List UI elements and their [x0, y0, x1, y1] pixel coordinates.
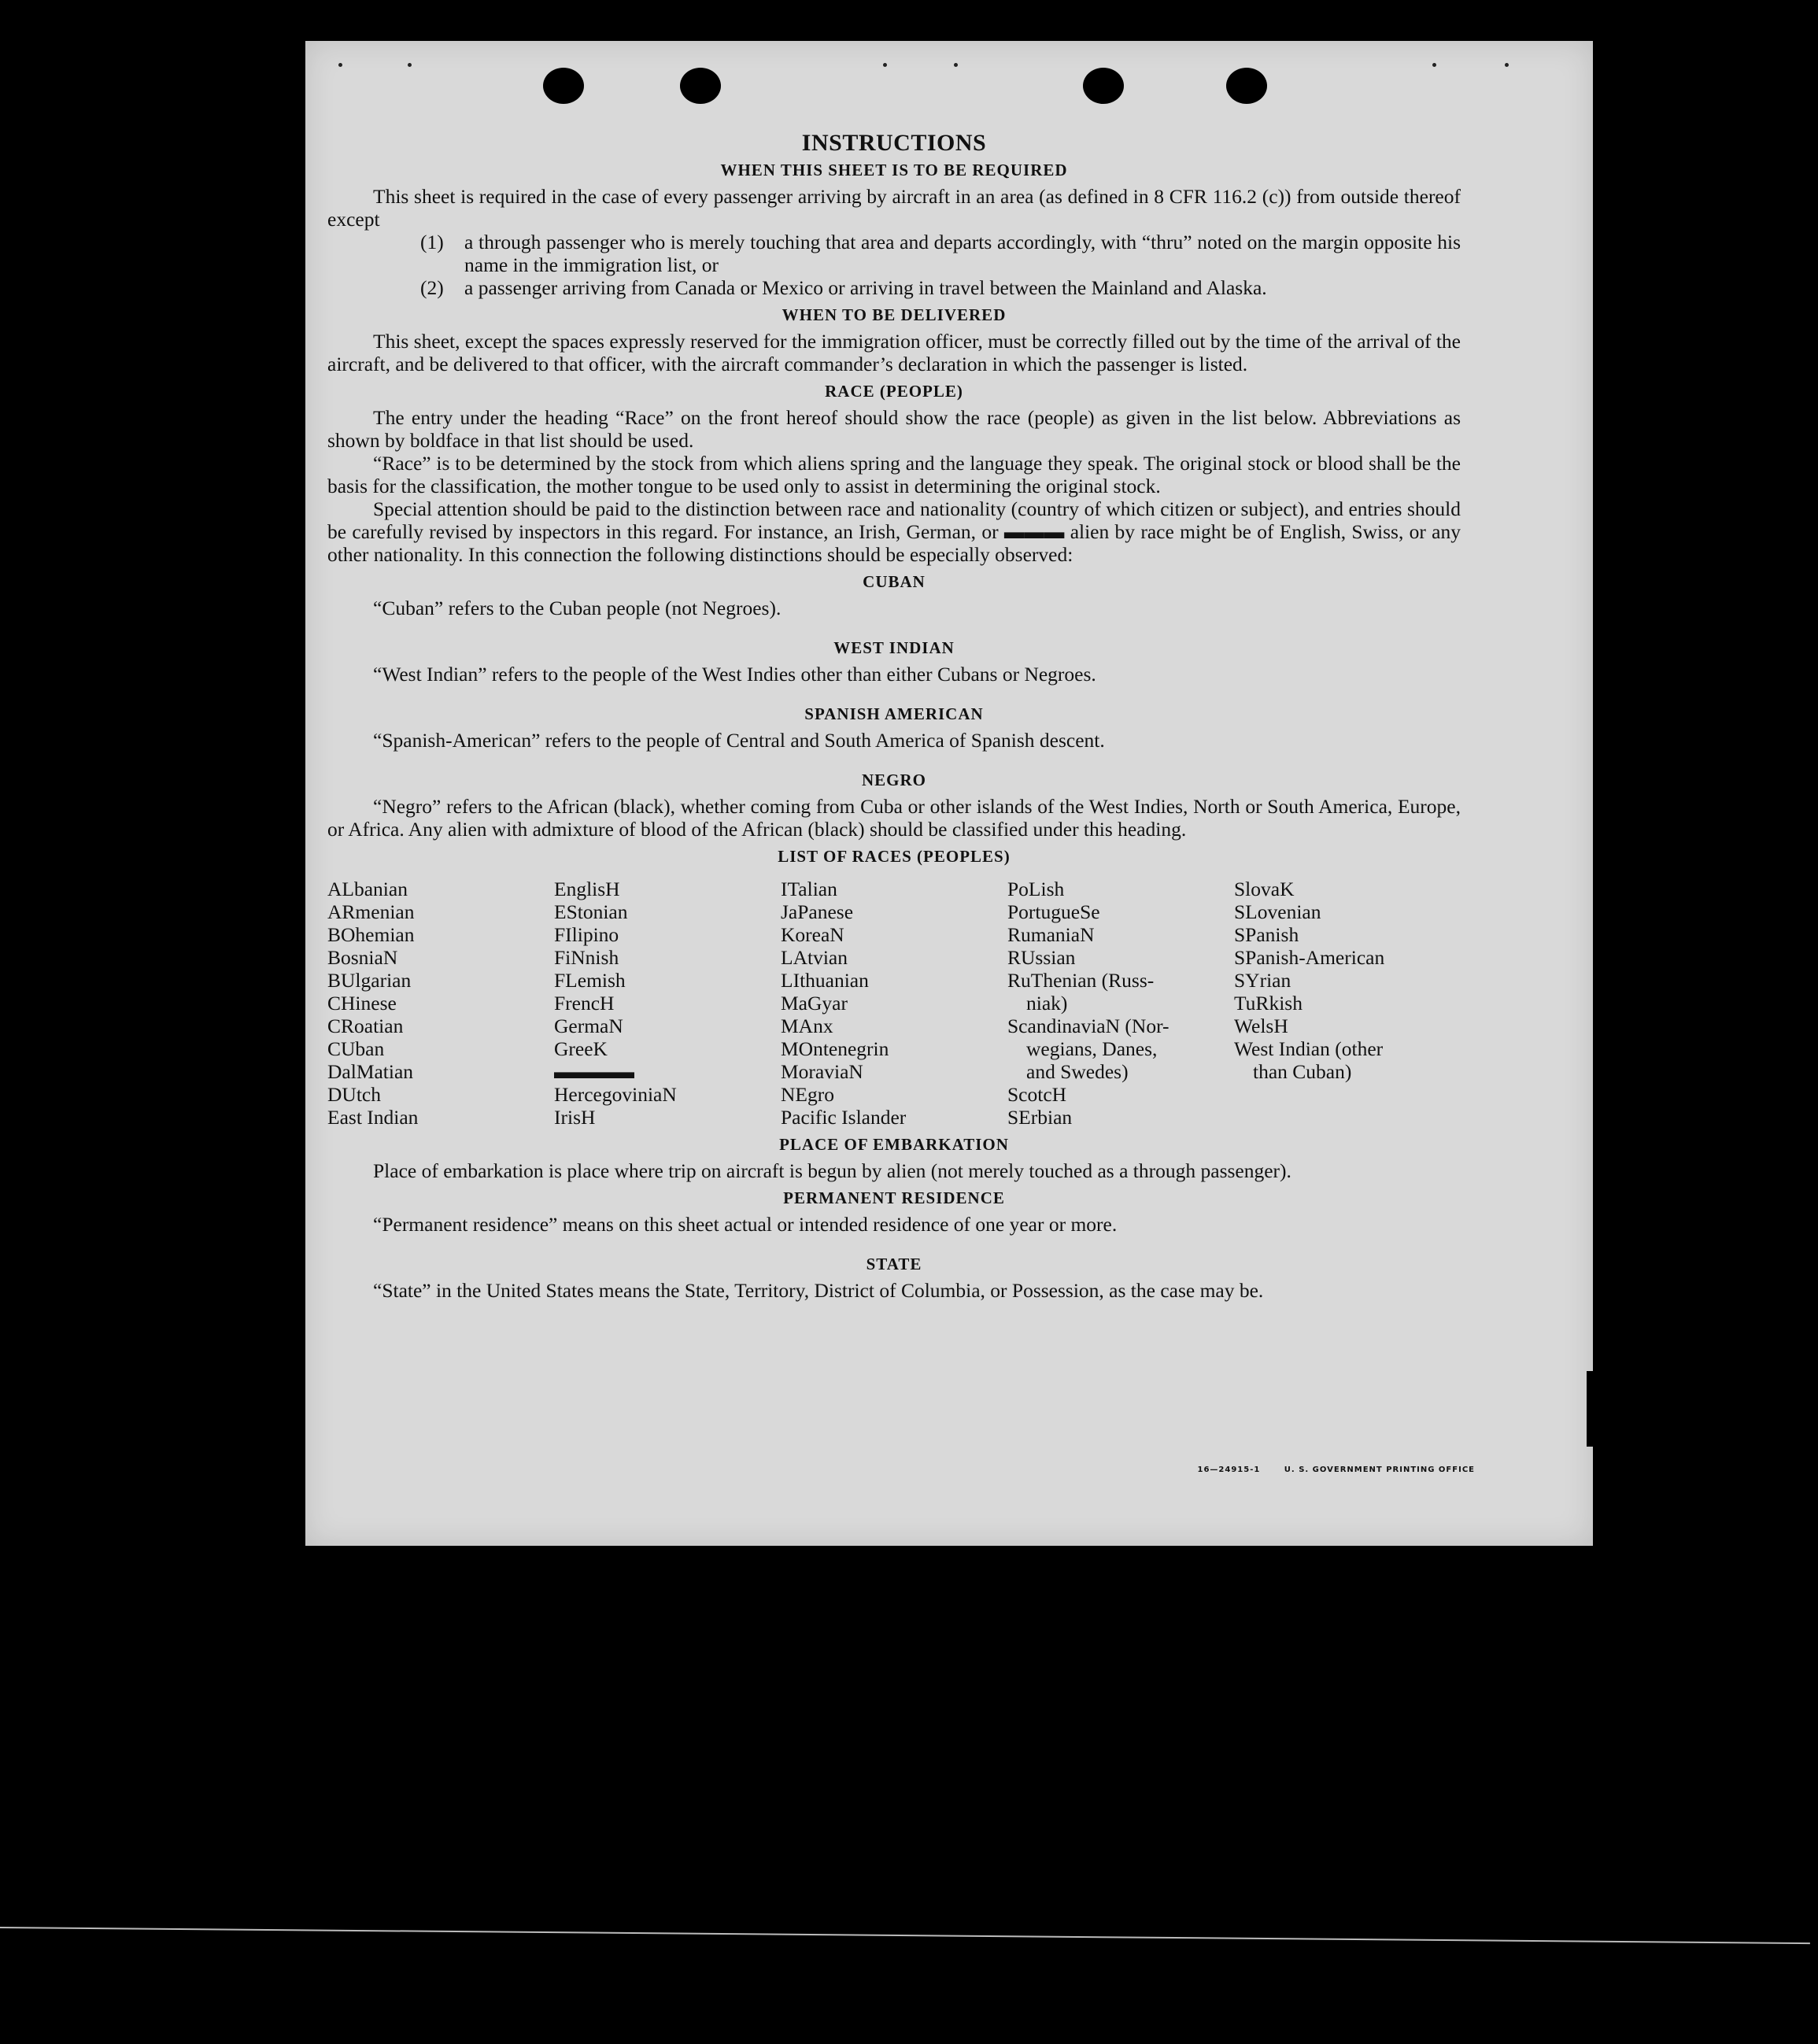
race-entry: CUban: [327, 1037, 385, 1060]
heading-required: WHEN THIS SHEET IS TO BE REQUIRED: [720, 161, 1068, 179]
race-entry: FLemish: [554, 969, 626, 992]
state-text: “State” in the United States means the State, Territory, District of Columbia, or Possession, as the case may be.: [373, 1279, 1264, 1302]
race-paragraph-2: “Race” is to be determined by the stock from which aliens spring and the language they speak. The original stock or blood shall be the basis for the classification, the mother tongue to be used only to assist in determining the original stock.: [327, 452, 1461, 497]
speck: [1505, 63, 1509, 67]
scan-line: [0, 1927, 1810, 1944]
speck: [1432, 63, 1436, 67]
punch-hole: [1083, 68, 1124, 104]
race-entry: WelsH: [1234, 1015, 1288, 1037]
race-entry: ScotcH: [1007, 1083, 1067, 1106]
speck: [954, 63, 958, 67]
race-entry: ScandinaviaN (Nor-: [1007, 1015, 1170, 1037]
form-code: 16—24915-1: [1197, 1466, 1261, 1474]
race-entry: ▬▬▬▬: [554, 1060, 634, 1083]
race-entry: West Indian (other: [1234, 1037, 1384, 1060]
delivered-text: This sheet, except the spaces expressly reserved for the immigration officer, must be correctly filled out by the time of the arrival of the aircraft, and be delivered to that officer, with the aircraft commander’s declaration in which the passenger is listed.: [327, 330, 1461, 375]
race-entry: Pacific Islander: [781, 1106, 907, 1129]
page-title: INSTRUCTIONS: [801, 130, 987, 156]
document-sheet: [305, 41, 1593, 1546]
west-indian-text: “West Indian” refers to the people of the West Indies other than either Cubans or Negroes.: [373, 663, 1096, 686]
races-column: [1007, 878, 1234, 1129]
punch-hole: [543, 68, 584, 104]
race-entry: than Cuban): [1253, 1060, 1352, 1083]
race-entry: TuRkish: [1234, 992, 1303, 1015]
race-entry: BUlgarian: [327, 969, 412, 992]
race-entry: JaPanese: [781, 900, 854, 923]
race-entry: BosniaN: [327, 946, 398, 969]
race-entry: SLovenian: [1234, 900, 1321, 923]
punch-hole: [1226, 68, 1267, 104]
races-column: [327, 878, 554, 1129]
race-entry: CHinese: [327, 992, 397, 1015]
race-entry: RumaniaN: [1007, 923, 1095, 946]
exception-item: [327, 231, 1461, 276]
race-entry: East Indian: [327, 1106, 419, 1129]
speck: [338, 63, 342, 67]
heading-cuban: CUBAN: [863, 572, 926, 591]
race-entry: EnglisH: [554, 878, 620, 900]
race-entry: KoreaN: [781, 923, 844, 946]
item-number: (1): [420, 231, 444, 253]
punch-hole: [680, 68, 721, 104]
races-column: [1234, 878, 1461, 1129]
race-entry: LAtvian: [781, 946, 848, 969]
race-entry: RUssian: [1007, 946, 1076, 969]
race-entry: niak): [1026, 992, 1068, 1015]
race-entry: BOhemian: [327, 923, 415, 946]
heading-state: STATE: [866, 1255, 922, 1273]
race-entry: DUtch: [327, 1083, 381, 1106]
negro-text: “Negro” refers to the African (black), whether coming from Cuba or other islands of the West Indies, North or South America, Europe, or Africa. Any alien with admixture of blood of the African (black) should be classified under this heading.: [327, 795, 1461, 841]
heading-residence: PERMANENT RESIDENCE: [783, 1188, 1005, 1207]
race-entry: FiNnish: [554, 946, 619, 969]
heading-negro: NEGRO: [861, 771, 926, 789]
race-entry: GermaN: [554, 1015, 623, 1037]
item-text: a through passenger who is merely touching that area and departs accordingly, with “thru” noted on the margin opposite his name in the immigration list, or: [464, 231, 1461, 276]
speck: [883, 63, 887, 67]
race-entry: RuThenian (Russ-: [1007, 969, 1155, 992]
race-entry: EStonian: [554, 900, 628, 923]
race-entry: MAnx: [781, 1015, 833, 1037]
race-entry: HercegoviniaN: [554, 1083, 677, 1106]
item-number: (2): [420, 276, 444, 299]
edge-mark: [1587, 1371, 1596, 1447]
race-entry: FrencH: [554, 992, 615, 1015]
heading-delivered: WHEN TO BE DELIVERED: [782, 305, 1007, 324]
races-column: [554, 878, 781, 1129]
speck: [408, 63, 412, 67]
embarkation-text: Place of embarkation is place where trip on aircraft is begun by alien (not merely touched as a through passenger).: [373, 1159, 1291, 1182]
race-entry: LIthuanian: [781, 969, 869, 992]
race-entry: MOntenegrin: [781, 1037, 889, 1060]
race-entry: SYrian: [1234, 969, 1291, 992]
printer-footer: [1177, 1466, 1475, 1474]
race-entry: FIlipino: [554, 923, 619, 946]
race-entry: PortugueSe: [1007, 900, 1100, 923]
race-paragraph-3: Special attention should be paid to the distinction between race and nationality (country of which citizen or subject), and entries should be carefully revised by inspectors in this regard. For instance, an Irish, German, or ▬▬▬ alien by race might be of English, Swiss, or any other nationality. In this connection the following distinctions should be especially observed:: [327, 497, 1461, 566]
race-entry: SlovaK: [1234, 878, 1295, 900]
race-entry: wegians, Danes,: [1026, 1037, 1158, 1060]
residence-text: “Permanent residence” means on this sheet actual or intended residence of one year or more.: [373, 1213, 1118, 1236]
race-paragraph-1: The entry under the heading “Race” on the front hereof should show the race (people) as given in the list below. Abbreviations as shown by boldface in that list should be used.: [327, 406, 1461, 452]
item-text: a passenger arriving from Canada or Mexico or arriving in travel between the Mainland and Alaska.: [464, 276, 1267, 299]
races-column: [781, 878, 1007, 1129]
heading-west-indian: WEST INDIAN: [833, 638, 955, 657]
race-entry: SErbian: [1007, 1106, 1073, 1129]
race-entry: ALbanian: [327, 878, 408, 900]
race-entry: SPanish: [1234, 923, 1299, 946]
race-entry: DalMatian: [327, 1060, 414, 1083]
exception-item: [327, 276, 1461, 299]
heading-list-of-races: LIST OF RACES (PEOPLES): [778, 847, 1011, 866]
spanish-american-text: “Spanish-American” refers to the people of Central and South America of Spanish descent.: [373, 729, 1105, 752]
race-entry: MaGyar: [781, 992, 848, 1015]
race-entry: MoraviaN: [781, 1060, 863, 1083]
race-entry: IrisH: [554, 1106, 596, 1129]
heading-race: RACE (PEOPLE): [825, 382, 963, 401]
instructions-body: [327, 131, 1461, 1302]
cuban-text: “Cuban” refers to the Cuban people (not Negroes).: [373, 597, 782, 619]
race-entry: SPanish-American: [1234, 946, 1385, 969]
race-entry: ARmenian: [327, 900, 415, 923]
race-entry: GreeK: [554, 1037, 608, 1060]
race-entry: CRoatian: [327, 1015, 404, 1037]
race-entry: and Swedes): [1026, 1060, 1129, 1083]
heading-spanish-american: SPANISH AMERICAN: [804, 704, 984, 723]
races-table: [327, 878, 1461, 1129]
race-entry: NEgro: [781, 1083, 834, 1106]
required-intro: This sheet is required in the case of every passenger arriving by aircraft in an area (as defined in 8 CFR 116.2 (c)) from outside thereof except: [327, 185, 1461, 231]
race-entry: ITalian: [781, 878, 837, 900]
heading-embarkation: PLACE OF EMBARKATION: [779, 1135, 1009, 1154]
race-entry: PoLish: [1007, 878, 1065, 900]
printer-name: U. S. GOVERNMENT PRINTING OFFICE: [1284, 1466, 1475, 1474]
